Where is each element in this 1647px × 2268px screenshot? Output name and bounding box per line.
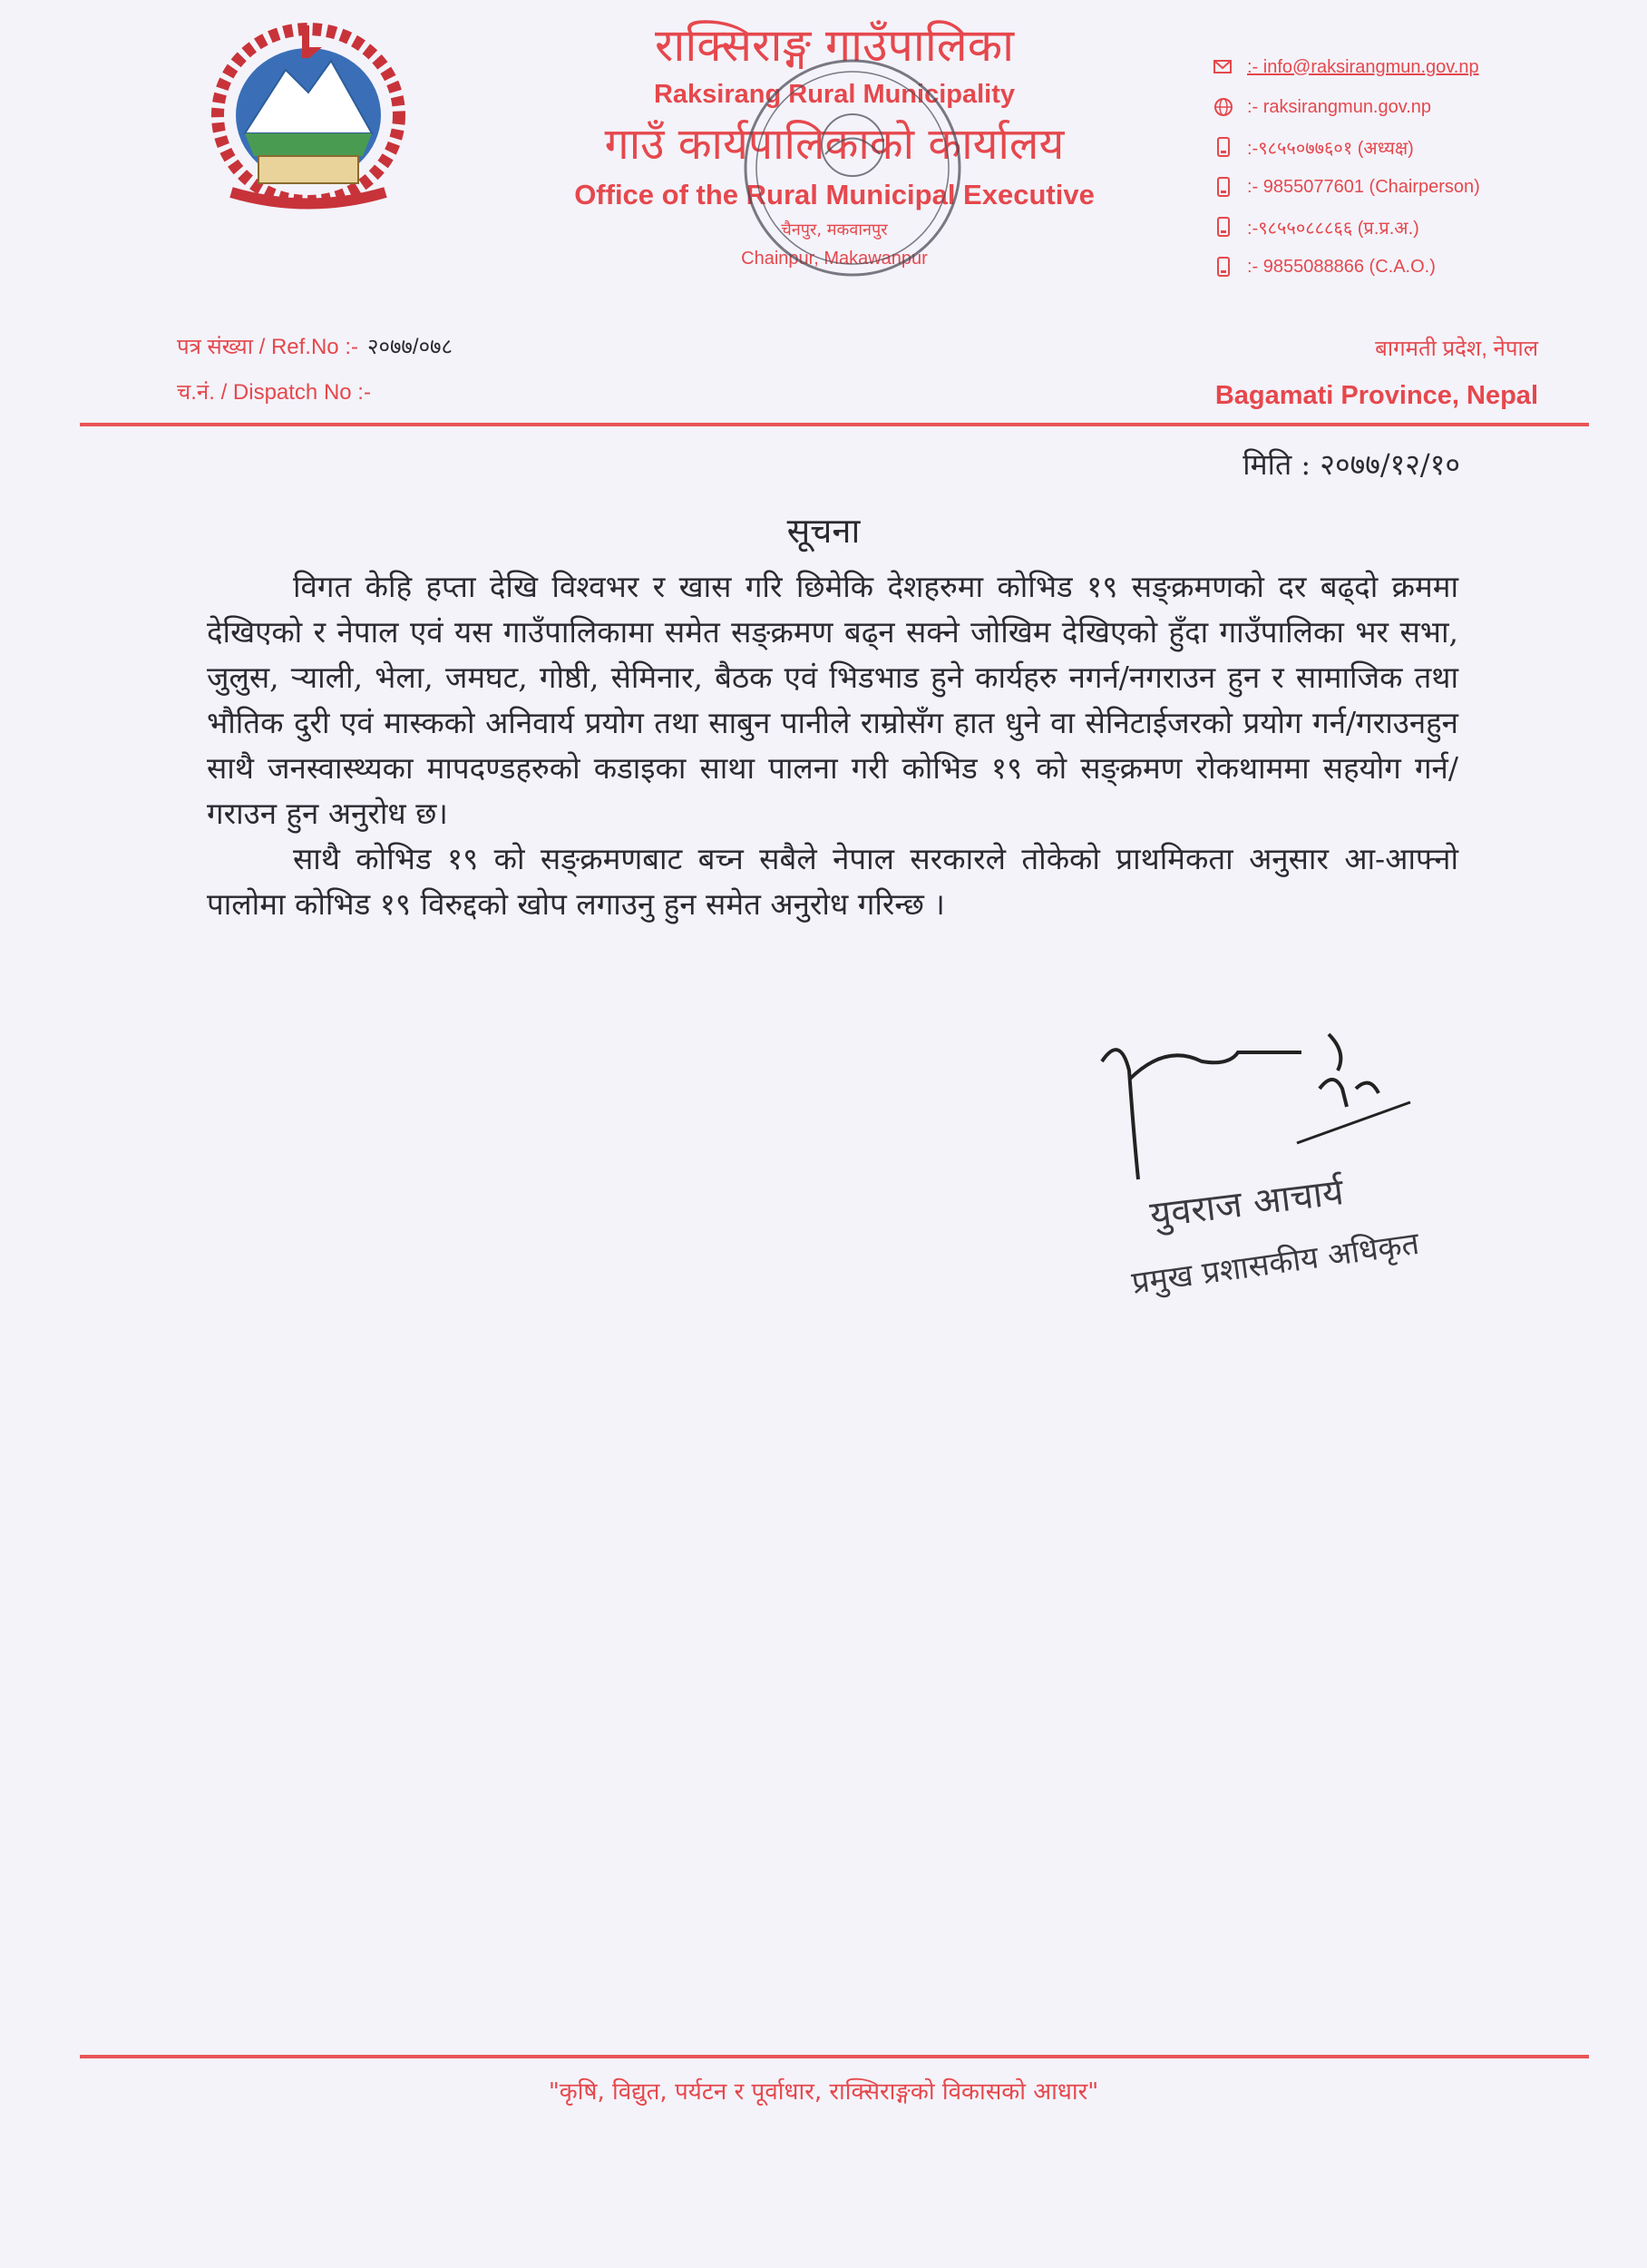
office-title-np: गाउँ कार्यपालिकाको कार्यालय [604,119,1065,170]
phone-icon [1211,134,1236,160]
notice-paragraph: विगत केहि हप्ता देखि विश्वभर र खास गरि छिमेकि देशहरुमा कोभिड १९ सङ्क्रमणको दर बढ्दो क्रममा देखिएको र नेपाल एवं यस गाउँपालिकामा समेत सङ्क्रमण बढ्न सक्ने जोखिम देखिएको हुँदा गाउँपालिका भर सभा, जुलुस, र्‍याली, भेला, जमघट, गोष्ठी, सेमिनार, बैठक एवं भिडभाड हुने कार्यहरु नगर्न/नगराउन हुन र सामाजिक तथा भौतिक दुरी एवं मास्कको अनिवार्य प्रयोग तथा साबुन पानीले राम्रोसँग हात धुने वा सेनिटाईजरको प्रयोग गर्न/गराउनहुन साथै जनस्वास्थ्यका मापदण्डहरुको कडाइका साथा पालना गरी कोभिड १९ को सङ्क्रमण रोकथाममा सहयोग गर्न/गराउन हुन अनुरोध छ। [207,569,1458,831]
province-block [1215,328,1538,421]
phone-icon [1211,254,1236,279]
contact-email[interactable] [1211,47,1592,87]
nepal-emblem-icon [195,20,422,215]
contact-email-text[interactable]: :- info@raksirangmun.gov.np [1247,56,1479,77]
ref-label: पत्र संख्या / Ref.No :- [177,335,358,359]
address-en: Chainpur, Makawanpur [741,249,928,269]
contact-list [1211,47,1592,287]
contact-website-text[interactable]: :- raksirangmun.gov.np [1247,96,1432,117]
globe-icon [1211,94,1236,120]
contact-phone-chair-np [1211,127,1592,167]
letter-date: मिति : २०७७/१२/१० [1243,447,1460,482]
contact-phone-cao-en [1211,247,1592,287]
dispatch-number [177,370,453,415]
ref-number [177,325,453,370]
header-divider [80,423,1589,426]
office-seal-stamp [726,45,979,290]
contact-phone-cao-np [1211,207,1592,247]
notice-body [207,564,1458,927]
address-np: चैनपुर, मकवानपुर [781,220,888,240]
email-icon [1211,54,1236,80]
notice-paragraph: साथै कोभिड १९ को सङ्क्रमणबाट बच्न सबैले नेपाल सरकारले तोकेको प्राथमिकता अनुसार आ-आफ्नो पालोमा कोभिड १९ विरुद्दको खोप लगाउनु हुन समेत अनुरोध गरिन्छ । [207,841,1458,922]
municipality-title-en: Raksirang Rural Municipality [653,80,1016,109]
phone-icon [1211,174,1236,200]
footer-slogan: "कृषि, विद्युत, पर्यटन र पूर्वाधार, राक्सिराङ्गको विकासको आधार" [548,2078,1099,2106]
notice-heading: सूचना [786,511,861,551]
contact-phone-text: :- 9855077601 (Chairperson) [1247,176,1480,197]
contact-phone-text: :-९८५५०७७६०१ (अध्यक्ष) [1247,138,1414,159]
dispatch-label: च.नं. / Dispatch No :- [177,380,371,405]
province-np: बागमती प्रदेश, नेपाल [1375,337,1538,361]
signatory-name: युवराज आचार्य [1147,1171,1346,1237]
contact-phone-text: :-९८५५०८८८६६ (प्र.प्र.अ.) [1247,218,1419,239]
signatory-title: प्रमुख प्रशासकीय अधिकृत [1129,1225,1422,1302]
footer-divider [80,2055,1589,2058]
phone-icon [1211,214,1236,240]
contact-phone-chair-en [1211,167,1592,207]
municipality-title-np: राक्सिराङ्ग गाउँपालिका [654,19,1015,72]
ref-value: २०७७/०७८ [366,335,453,359]
contact-phone-text: :- 9855088866 (C.A.O.) [1247,256,1436,277]
contact-website[interactable] [1211,87,1592,127]
province-en: Bagamati Province, Nepal [1214,381,1538,410]
reference-block [177,325,453,415]
office-title-en: Office of the Rural Municipal Executive [574,179,1095,210]
